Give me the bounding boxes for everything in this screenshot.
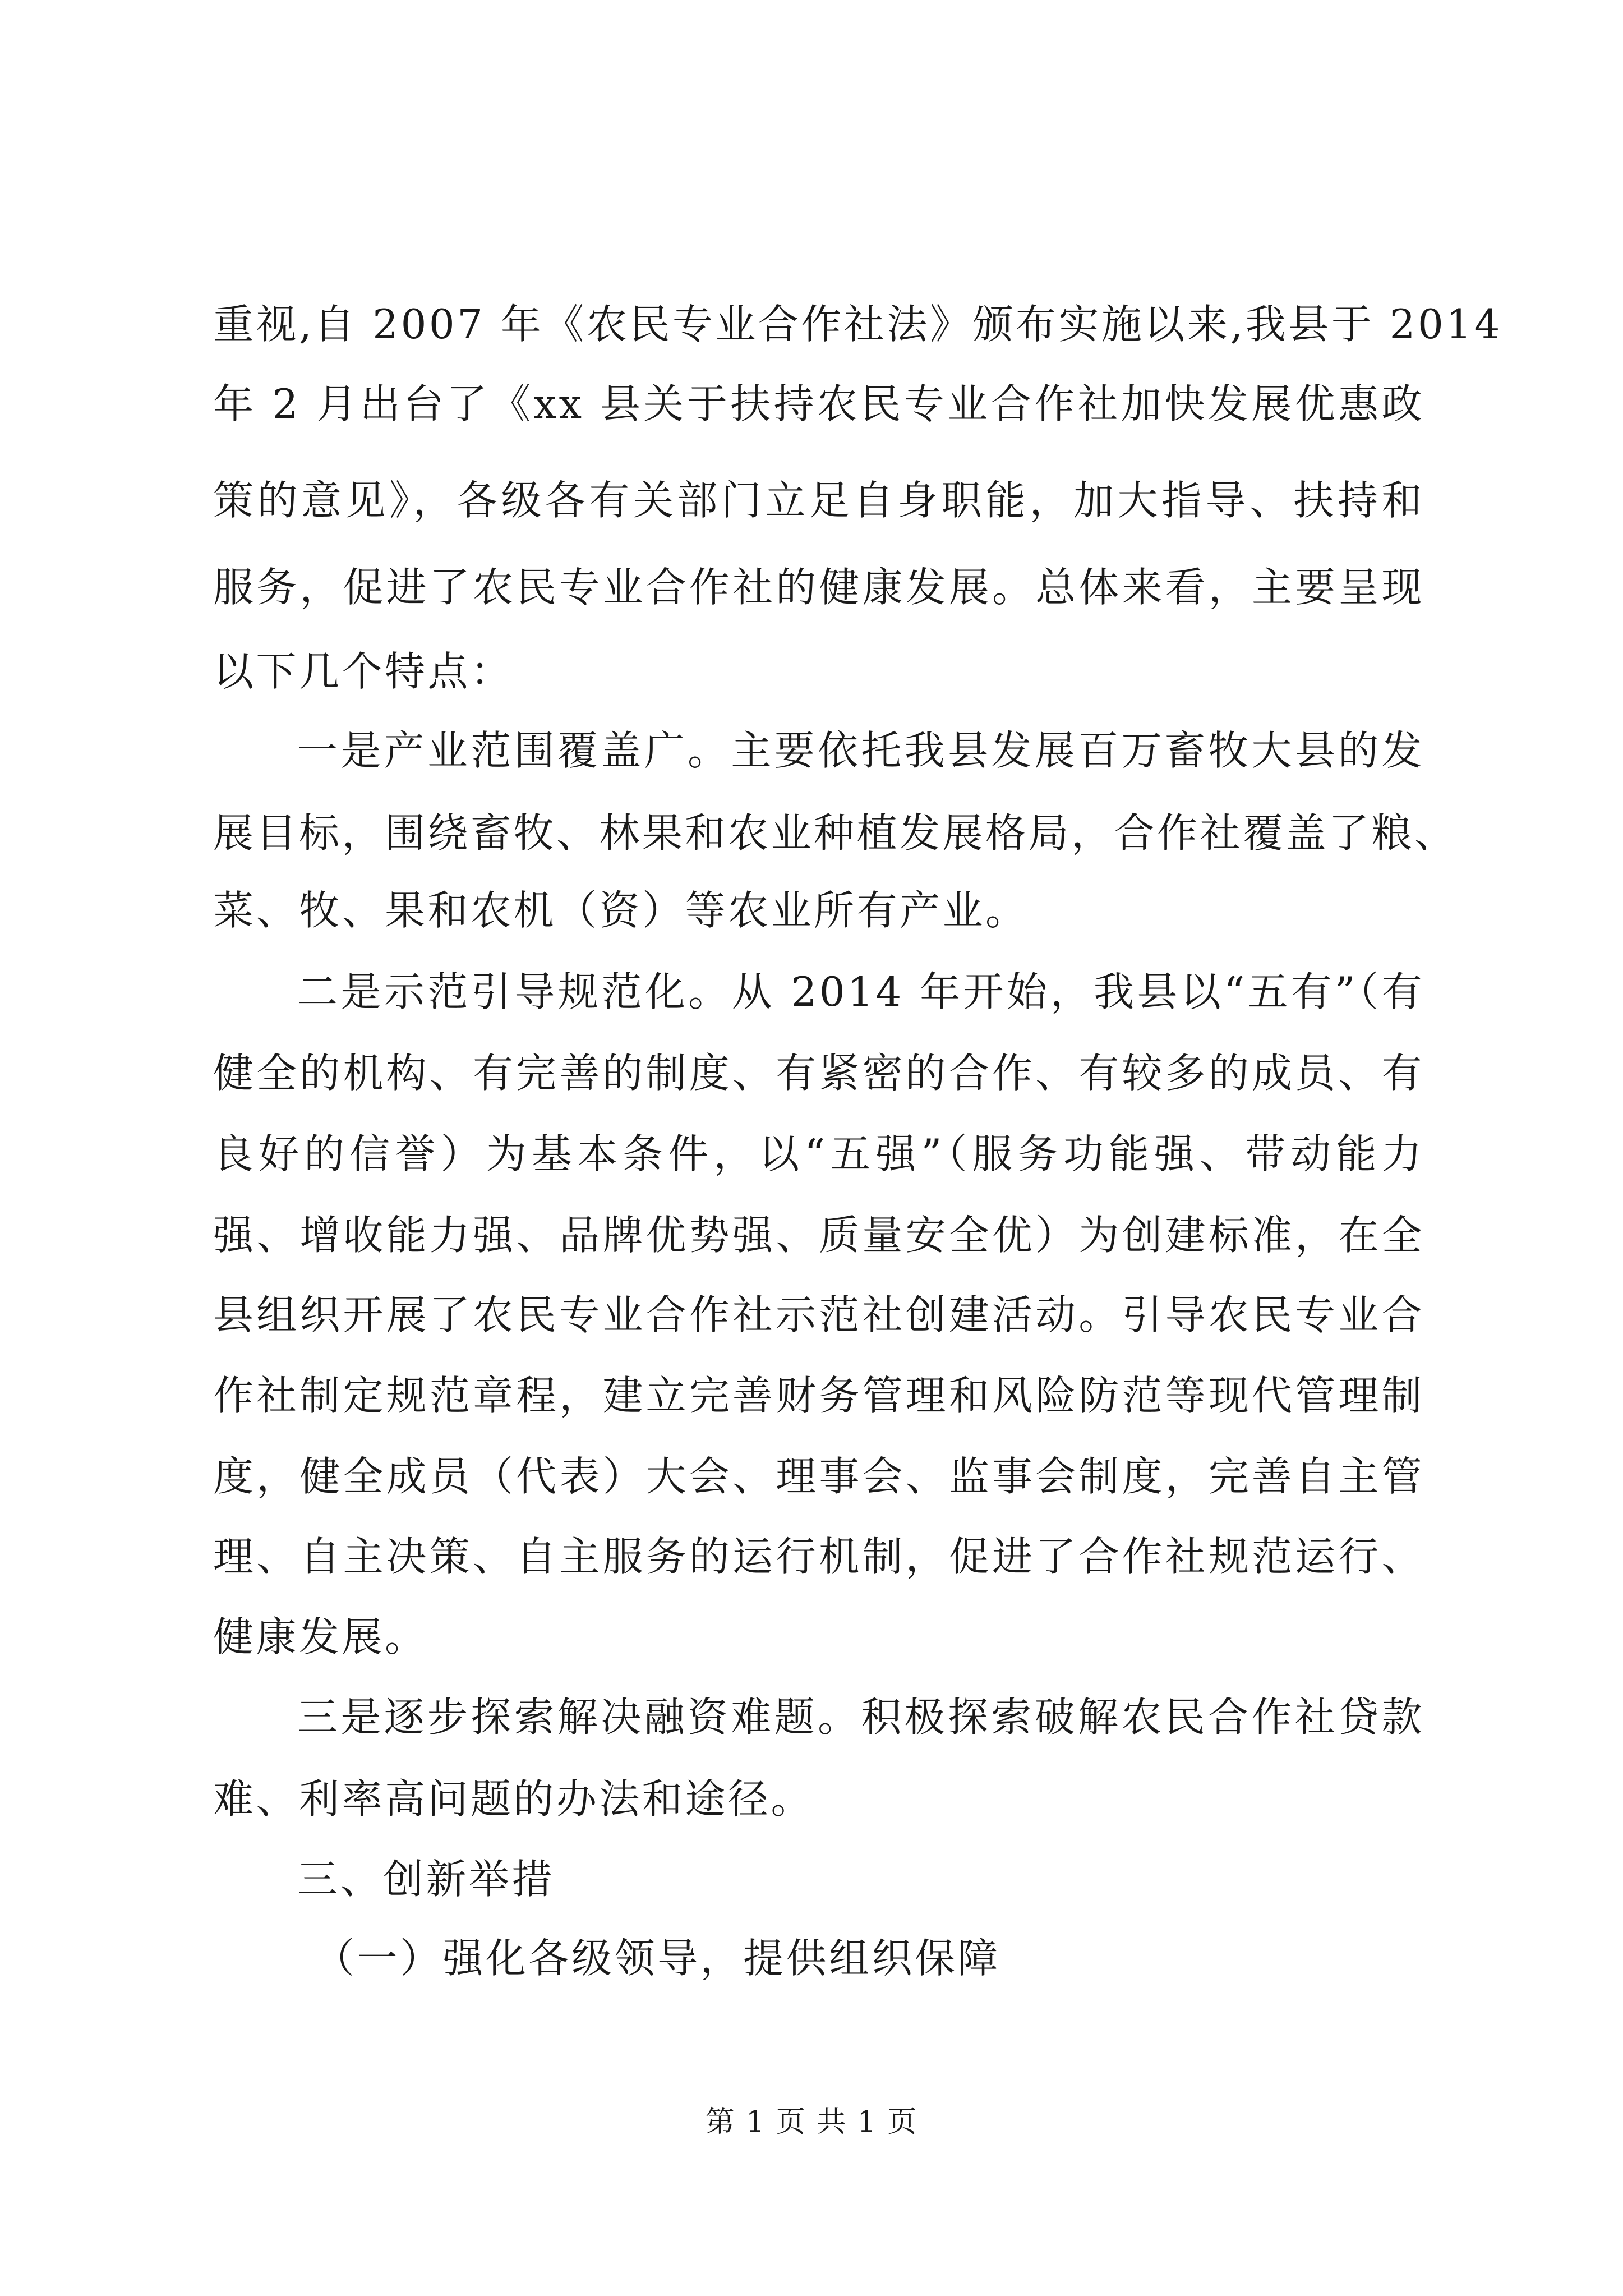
body-text-line: 健康发展。: [213, 1613, 428, 1660]
body-text-line: 度，健全成员（代表）大会、理事会、监事会制度，完善自主管: [213, 1453, 1424, 1500]
body-text-line: 一是产业范围覆盖广。主要依托我县发展百万畜牧大县的发: [297, 727, 1424, 774]
body-text-line: 以下几个特点：: [213, 648, 514, 695]
body-text-line: 策的意见》，各级各有关部门立足自身职能，加大指导、扶持和: [213, 477, 1424, 524]
body-text-line: 菜、牧、果和农机（资）等农业所有产业。: [213, 887, 1029, 934]
section-heading: 三、创新举措: [297, 1856, 555, 1903]
body-text-line: 难、利率高问题的办法和途径。: [213, 1775, 814, 1823]
body-text-line: 强、增收能力强、品牌优势强、质量安全优）为创建标准，在全: [213, 1212, 1424, 1259]
body-text-line: 年 2 月出台了《xx 县关于扶持农民专业合作社加快发展优惠政: [213, 380, 1424, 427]
body-text-line: 服务，促进了农民专业合作社的健康发展。总体来看，主要呈现: [213, 564, 1424, 611]
body-text-line: 健全的机构、有完善的制度、有紧密的合作、有较多的成员、有: [213, 1050, 1424, 1097]
subsection-heading: （一）强化各级领导，提供组织保障: [314, 1935, 1001, 1982]
body-text-line: 县组织开展了农民专业合作社示范社创建活动。引导农民专业合: [213, 1291, 1424, 1338]
body-text-line: 作社制定规范章程，建立完善财务管理和风险防范等现代管理制: [213, 1372, 1424, 1419]
body-text-line: 展目标，围绕畜牧、林果和农业种植发展格局，合作社覆盖了粮、: [213, 809, 1458, 857]
body-text-line: 重视,自 2007 年《农民专业合作社法》颁布实施以来,我县于 2014: [213, 301, 1502, 348]
body-text-line: 二是示范引导规范化。从 2014 年开始，我县以“五有”（有: [297, 968, 1424, 1015]
body-text-line: 三是逐步探索解决融资难题。积极探索破解农民合作社贷款: [297, 1694, 1424, 1741]
body-text-line: 理、自主决策、自主服务的运行机制，促进了合作社规范运行、: [213, 1533, 1424, 1580]
page-footer: 第 1 页 共 1 页: [705, 2105, 918, 2139]
body-text-line: 良好的信誉）为基本条件，以“五强”（服务功能强、带动能力: [213, 1130, 1424, 1177]
